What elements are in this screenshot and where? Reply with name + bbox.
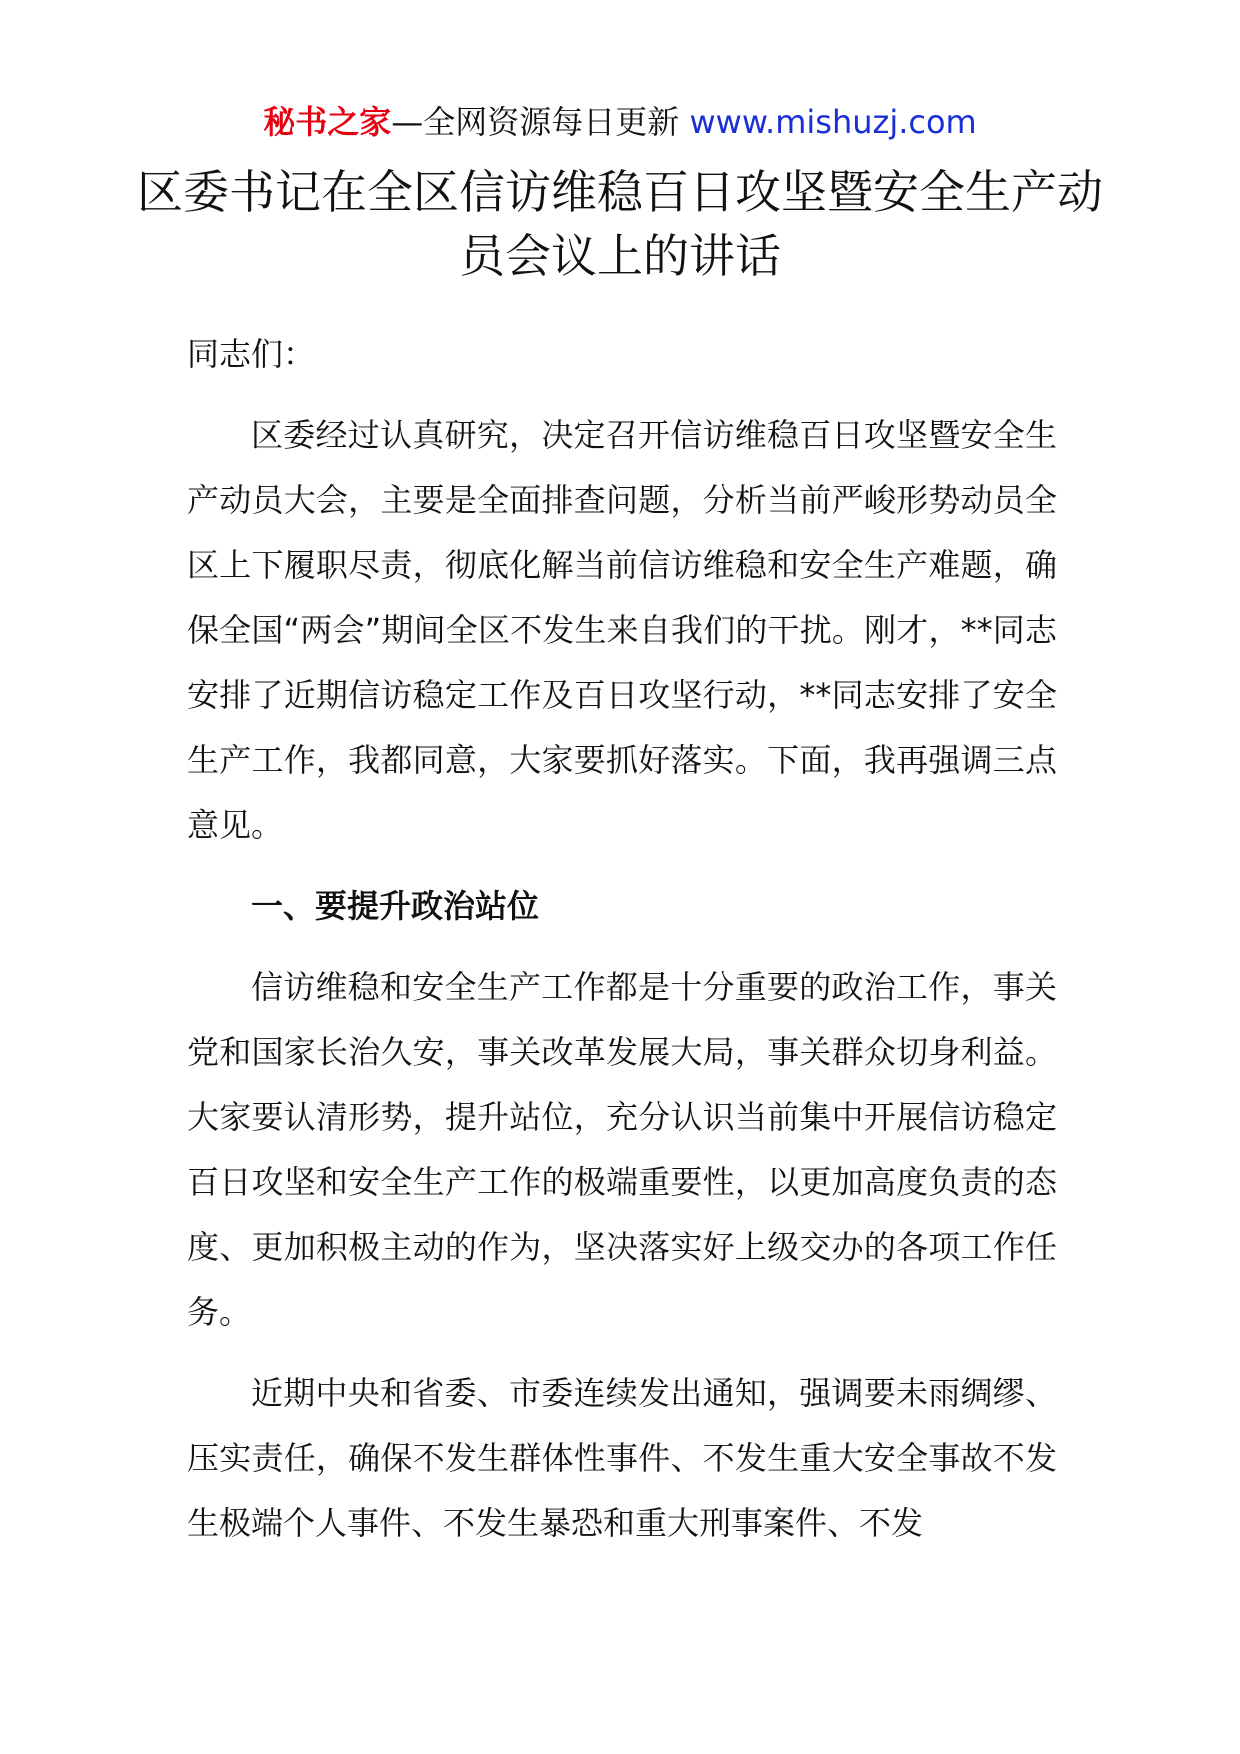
- site-header: [0, 100, 1240, 144]
- section-heading: 一、要提升政治站位: [251, 887, 540, 925]
- site-name: 秘书之家: [263, 103, 392, 141]
- body-paragraph: 近期中央和省委、市委连续发出通知，强调要未雨绸缪、压实责任，确保不发生群体性事件、不发生重大安全事故不发生极端个人事件、不发生暴恐和重大刑事案件、不发: [187, 1374, 1057, 1542]
- salutation: 同志们：: [187, 335, 316, 373]
- body-paragraph: 区委经过认真研究，决定召开信访维稳百日攻坚暨安全生产动员大会，主要是全面排查问题，分析当前严峻形势动员全区上下履职尽责，彻底化解当前信访维稳和安全生产难题，确保全国“两会”期间全区不发生来自我们的干扰。刚才，**同志安排了近期信访稳定工作及百日攻坚行动，**同志安排了安全生产工作，我都同意，大家要抓好落实。下面，我再强调三点意见。: [187, 416, 1057, 844]
- document-title: 区委书记在全区信访维稳百日攻坚暨安全生产动员会议上的讲话: [137, 165, 1103, 283]
- site-tagline: —全网资源每日更新: [391, 103, 680, 141]
- document-body: [187, 322, 1057, 1572]
- site-url-link[interactable]: www.mishuzj.com: [689, 103, 977, 141]
- body-paragraph: 信访维稳和安全生产工作都是十分重要的政治工作，事关党和国家长治久安，事关改革发展大局，事关群众切身利益。大家要认清形势，提升站位，充分认识当前集中开展信访稳定百日攻坚和安全生产工作的极端重要性，以更加高度负责的态度、更加积极主动的作为，坚决落实好上级交办的各项工作任务。: [187, 968, 1057, 1331]
